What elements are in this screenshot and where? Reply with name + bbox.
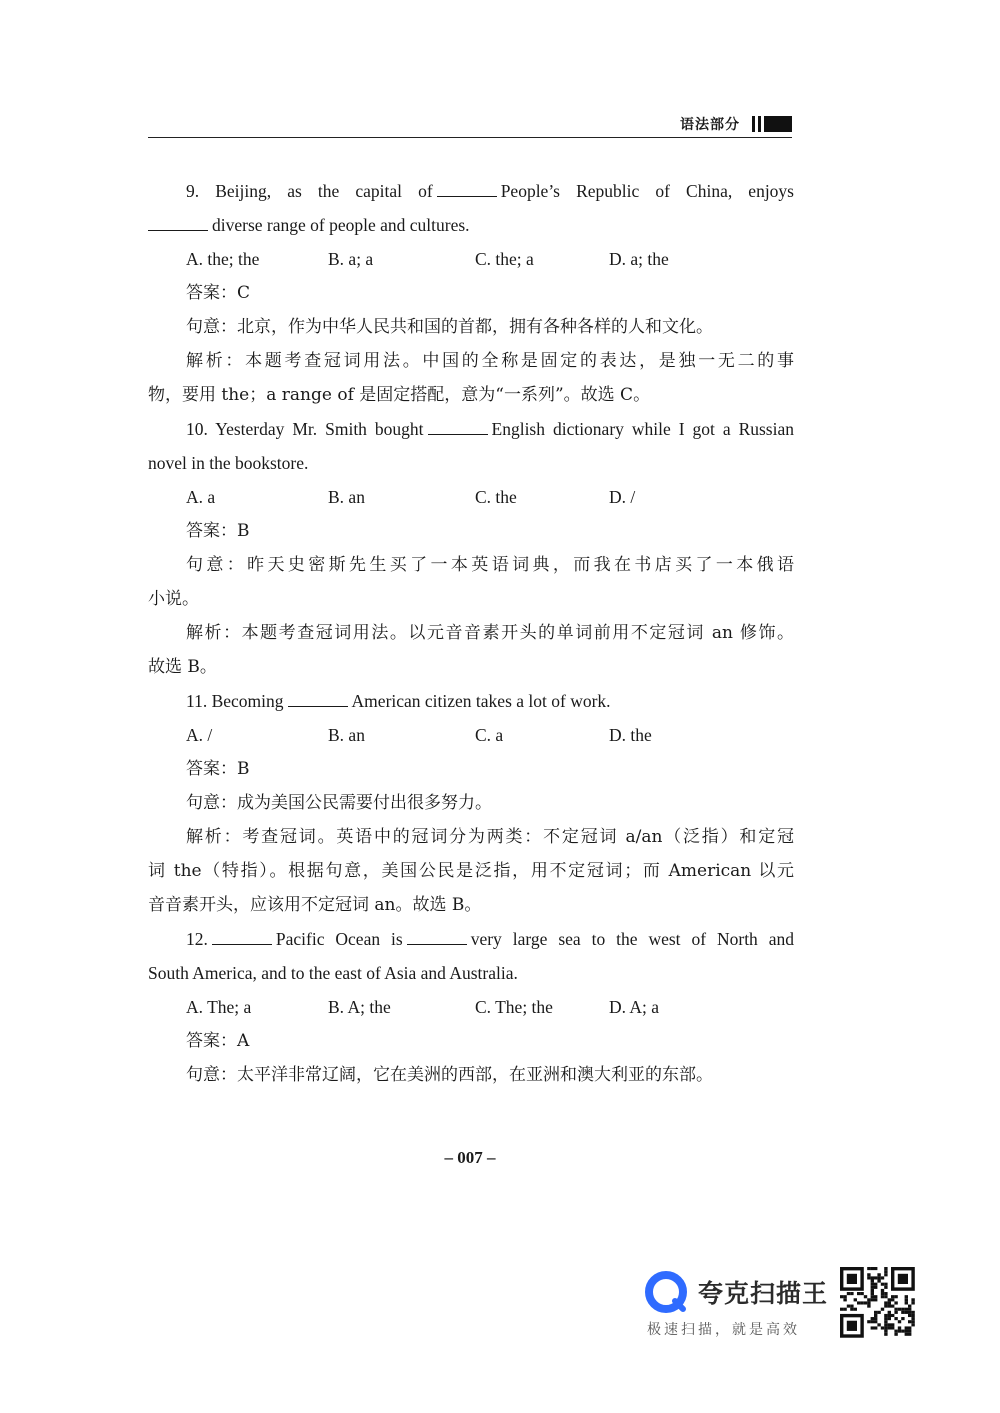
answer-blank (148, 229, 208, 231)
question-stem-cont: diverse range of people and cultures. (148, 208, 794, 242)
option-b: B. A; the (328, 997, 391, 1017)
option-a: A. a (186, 487, 216, 507)
brand-name: 夸克扫描王 (698, 1279, 829, 1308)
running-header (148, 112, 792, 138)
analysis: 解析：本题考查冠词用法。以元音音素开头的单词前用不定冠词 an 修饰。 (186, 623, 794, 643)
question-stem: 12. Pacific Ocean is very large sea to the west of North and (186, 929, 795, 949)
option-b: B. an (328, 487, 365, 507)
option-c: C. The; the (475, 997, 553, 1017)
question-stem-cont: novel in the bookstore. (148, 453, 309, 473)
answer-blank (212, 943, 272, 945)
header-rule (148, 137, 792, 138)
answer-blank (288, 705, 348, 707)
option-a: A. the; the (186, 249, 260, 269)
header-bar-mark (752, 116, 792, 132)
question-12 (148, 922, 794, 1092)
option-c: C. a (475, 725, 504, 745)
answer: 答案：A (186, 1031, 250, 1051)
qr-code-icon (838, 1266, 920, 1340)
answer: 答案：B (186, 521, 250, 541)
meaning: 句意：成为美国公民需要付出很多努力。 (186, 793, 492, 813)
option-d: D. / (609, 487, 636, 507)
meaning: 句意：北京，作为中华人民共和国的首都，拥有各种各样的人和文化。 (186, 317, 713, 337)
answer: 答案：B (186, 759, 250, 779)
option-b: B. a; a (328, 249, 374, 269)
option-a: A. / (186, 725, 213, 745)
option-d: D. the (609, 725, 652, 745)
page-content (148, 174, 794, 1092)
analysis: 解析：本题考查冠词用法。中国的全称是固定的表达，是独一无二的事 (186, 351, 794, 371)
meaning: 句意：太平洋非常辽阔，它在美洲的西部，在亚洲和澳大利亚的东部。 (186, 1065, 713, 1085)
option-list (148, 990, 794, 1024)
option-c: C. the (475, 487, 517, 507)
analysis-cont: 音音素开头，应该用不定冠词 an。故选 B。 (148, 895, 482, 915)
question-9 (148, 174, 794, 412)
meaning-cont: 小说。 (148, 589, 199, 609)
option-d: D. a; the (609, 249, 669, 269)
question-stem: 9. Beijing, as the capital of People’s Republic of China, enjoys (186, 181, 794, 201)
option-d: D. A; a (609, 997, 660, 1017)
option-list (148, 718, 794, 752)
answer: 答案：C (186, 283, 251, 303)
answer-blank (437, 195, 497, 197)
answer-blank (407, 943, 467, 945)
question-10 (148, 412, 794, 684)
option-a: A. The; a (186, 997, 252, 1017)
question-stem: 10. Yesterday Mr. Smith bought English dictionary while I got a Russian (186, 419, 794, 439)
option-c: C. the; a (475, 249, 534, 269)
brand-slogan: 极速扫描，就是高效 (647, 1322, 800, 1338)
option-b: B. an (328, 725, 365, 745)
analysis-cont: 物，要用 the；a range of 是固定搭配，意为“一系列”。故选 C。 (148, 385, 651, 405)
option-list (148, 242, 794, 276)
question-stem-cont: South America, and to the east of Asia and Australia. (148, 963, 518, 983)
meaning: 句意：昨天史密斯先生买了一本英语词典，而我在书店买了一本俄语 (186, 555, 794, 575)
question-stem: 11. Becoming American citizen takes a lot of work. (186, 691, 611, 711)
answer-blank (428, 433, 488, 435)
option-list (148, 480, 794, 514)
page-number: – 007 – (444, 1148, 496, 1167)
analysis: 解析：考查冠词。英语中的冠词分为两类：不定冠词 a/an（泛指）和定冠 (186, 827, 794, 847)
analysis-cont: 故选 B。 (148, 657, 217, 677)
quark-logo-icon (645, 1271, 687, 1313)
analysis-cont: 词 the（特指）。根据句意，美国公民是泛指，用不定冠词；而 American 以元 (148, 861, 794, 881)
question-11 (148, 684, 794, 922)
section-title: 语法部分 (680, 117, 740, 133)
